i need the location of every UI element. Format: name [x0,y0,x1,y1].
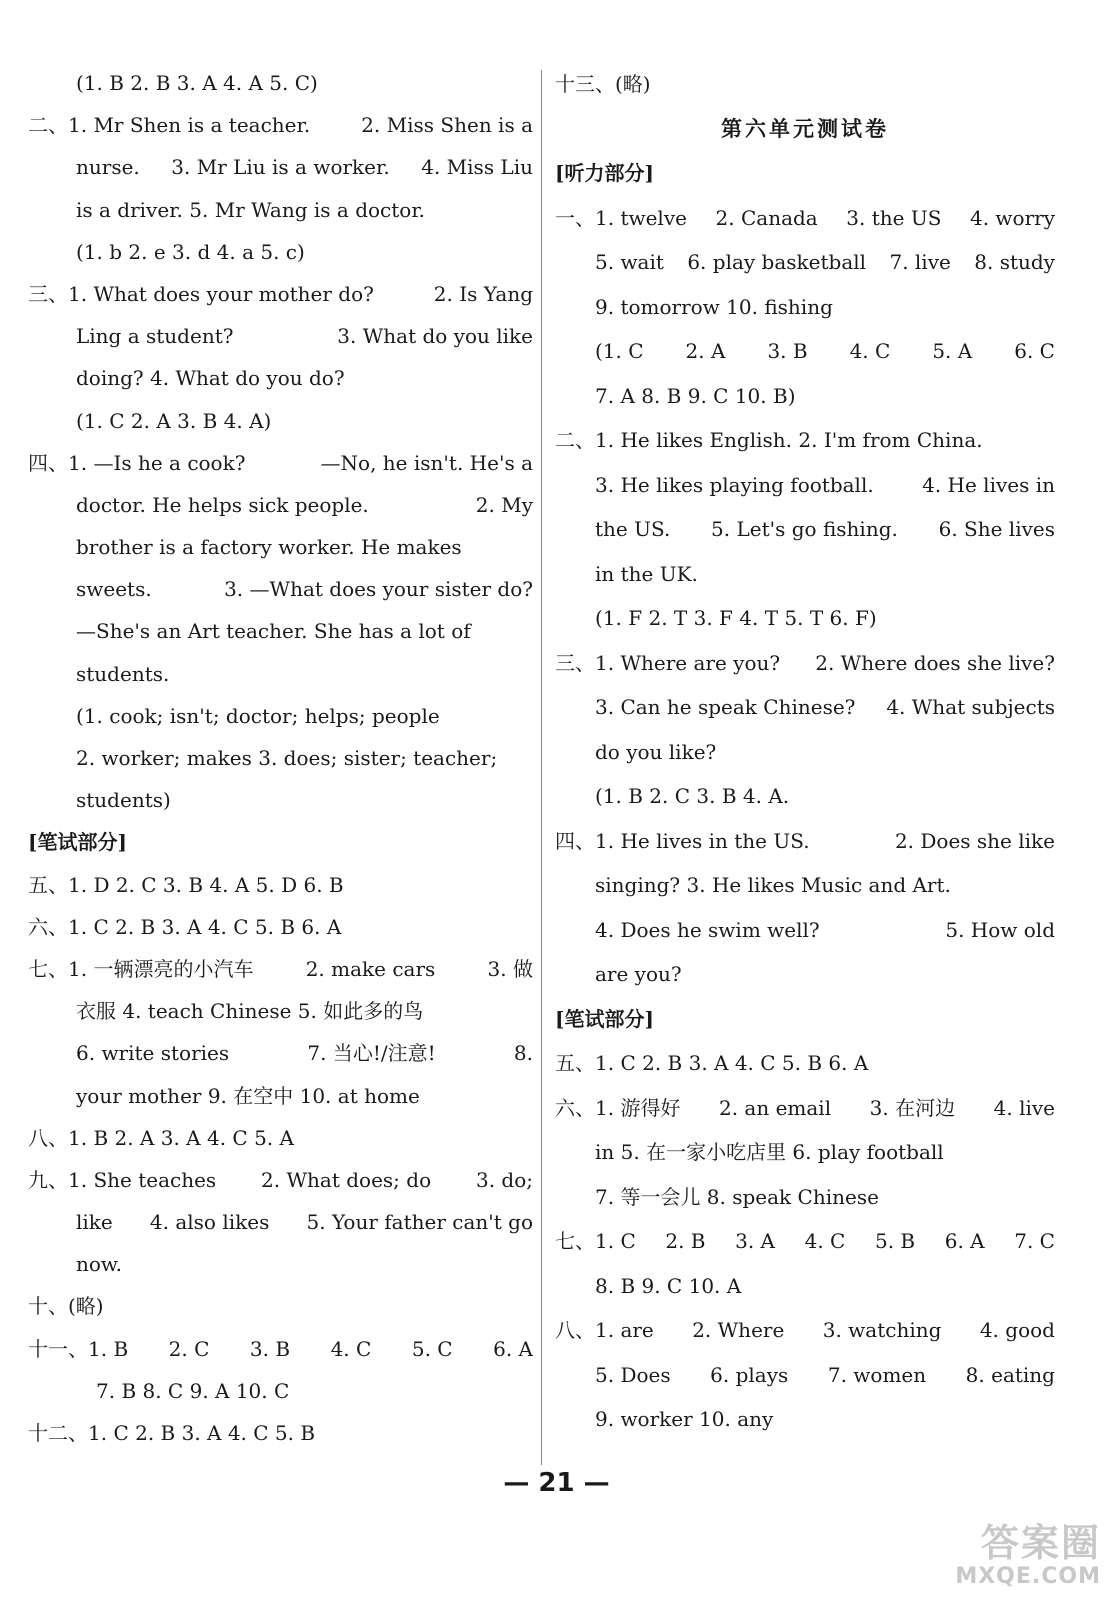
answer-token: 3. watching [822,1318,942,1342]
answer-token: 3. He likes playing football. [595,472,874,497]
answer-token: 5. Your father can't go [306,1210,533,1235]
answer-token: 6. write stories [76,1041,230,1066]
answer-line: 7. B 8. C 9. A 10. C [96,1378,290,1403]
answer-token: 2. an email [718,1095,832,1120]
answer-token: 8. study [974,250,1055,274]
answer-line [28,104,533,146]
answer-line [555,240,1055,285]
answer-token: 2. What does; do [261,1167,432,1192]
answer-token: 八、1. are [555,1318,654,1342]
answer-line [555,196,1055,241]
answer-token: 6. She lives [938,517,1055,541]
answer-line: 7. A 8. B 9. C 10. B) [595,383,796,408]
answer-line: are you? [595,962,682,986]
answer-token: 2. B [665,1229,706,1253]
answer-line: is a driver. 5. Mr Wang is a doctor. [76,197,426,222]
answer-token: 7. women [827,1362,927,1387]
answer-token: 三、1. Where are you? [555,650,781,675]
section-title: 第六单元测试卷 [721,115,889,141]
answer-token: 5. C [411,1336,453,1361]
answer-token: 6. A [944,1229,985,1253]
right-column [555,62,1055,1442]
answer-line [28,442,533,484]
answer-token: 3. What do you like [337,324,533,349]
answer-line [28,1159,533,1201]
answer-token: 4. worry [969,205,1055,230]
answer-token: 2. My [475,492,533,517]
answer-line [555,685,1055,730]
answer-token: 5. Let's go fishing. [711,517,898,541]
watermark-logo [916,1522,1101,1592]
answer-line [28,1032,533,1074]
answer-token: 三、1. What does your mother do? [28,281,374,306]
answer-token: the US. [595,517,671,541]
answer-line: in 5. 在一家小吃店里 6. play football [595,1140,944,1164]
answer-line [555,1353,1055,1398]
column-divider [541,70,542,1465]
answer-line: 十三、(略) [555,72,651,96]
answer-token: 4. Miss Liu [421,155,533,180]
answer-line [28,146,533,188]
answer-line: 八、1. B 2. A 3. A 4. C 5. A [28,1125,294,1150]
answer-token: 2. Miss Shen is a [361,113,533,138]
answer-token: 3. A [735,1229,775,1253]
answer-line [555,908,1055,953]
answer-token: doctor. He helps sick people. [76,492,369,517]
answer-token: 二、1. Mr Shen is a teacher. [28,113,311,138]
answer-line: doing? 4. What do you do? [76,366,345,391]
answer-token: 6. C [1014,339,1055,363]
answer-token: 2. make cars [305,956,436,981]
answer-token: 四、1. He lives in the US. [555,828,810,853]
answer-token: 7. live [889,250,951,274]
answer-token: —No, he isn't. He's a [320,450,533,475]
answer-line [28,1201,533,1243]
answer-line: (1. F 2. T 3. F 4. T 5. T 6. F) [595,606,877,630]
answer-token: 4. C [804,1229,846,1253]
answer-token: 5. How old [945,917,1055,942]
answer-token: 8. eating [965,1362,1055,1387]
answer-token: 3. 在河边 [869,1095,956,1120]
answer-token: 6. play basketball [687,250,867,274]
answer-token: 8. [513,1041,533,1066]
answer-token: 2. Is Yang [433,281,533,306]
answer-token: 3. B [249,1336,291,1361]
answer-line: (1. B 2. C 3. B 4. A. [595,784,790,808]
answer-token: 6. plays [710,1362,789,1387]
answer-token: 3. Mr Liu is a worker. [171,155,390,180]
answer-line: (1. b 2. e 3. d 4. a 5. c) [76,239,305,264]
answer-token: 4. He lives in [922,472,1055,497]
answer-token: 5. A [932,339,973,363]
answer-token: 4. C [849,339,891,363]
answer-line [555,1308,1055,1353]
answer-token: 7. 当心!/注意! [307,1041,436,1066]
answer-token: 一、1. twelve [555,205,687,230]
answer-line [28,1328,533,1370]
answer-token: 5. wait [595,250,664,274]
answer-line: (1. cook; isn't; doctor; helps; people [76,703,440,728]
answer-token: 七、1. 一辆漂亮的小汽车 [28,956,254,981]
answer-token: 2. C [168,1336,210,1361]
answer-token: Ling a student? [76,324,234,349]
answer-line: 五、1. C 2. B 3. A 4. C 5. B 6. A [555,1051,869,1075]
answer-token: 六、1. 游得好 [555,1095,681,1120]
part-heading: [笔试部分] [555,1006,654,1031]
answer-line: brother is a factory worker. He makes [76,535,462,560]
answer-line [28,273,533,315]
answer-token: 3. —What does your sister do? [224,577,533,602]
answer-line: students) [76,788,171,813]
part-heading: [听力部分] [555,161,654,185]
answer-line: do you like? [595,739,717,764]
answer-token: 3. the US [846,205,942,230]
answer-token: 4. good [979,1318,1055,1342]
answer-token: (1. C [595,339,644,363]
answer-line [555,507,1055,552]
answer-line: your mother 9. 在空中 10. at home [76,1083,420,1108]
answer-token: 3. Can he speak Chinese? [595,695,856,719]
answer-token: 4. live [993,1095,1055,1120]
answer-line: students. [76,661,170,686]
answer-token: 四、1. —Is he a cook? [28,450,246,475]
answer-token: 2. Does she like [894,828,1055,853]
answer-token: sweets. [76,577,152,602]
answer-line: (1. C 2. A 3. B 4. A) [76,408,272,433]
answer-token: 3. 做 [487,956,533,981]
answer-token: 2. Where [692,1318,785,1342]
answer-line: —She's an Art teacher. She has a lot of [76,619,471,644]
answer-token: 4. also likes [149,1210,270,1235]
answer-token: 5. Does [595,1362,671,1387]
page-number: — 21 — [503,1468,610,1498]
answer-line: singing? 3. He likes Music and Art. [595,873,951,897]
answer-line [555,641,1055,686]
answer-token: 2. Where does she live? [815,650,1055,675]
answer-token: 2. Canada [715,205,818,230]
answer-token: 7. C [1014,1229,1055,1253]
answer-token: 七、1. C [555,1229,636,1253]
answer-line: in the UK. [595,561,698,586]
watermark-top: 答案圈 [980,1521,1101,1565]
answer-line [28,568,533,610]
answer-line [28,315,533,357]
answer-line [555,819,1055,864]
answer-line: 衣服 4. teach Chinese 5. 如此多的鸟 [76,999,424,1024]
answer-line [28,484,533,526]
answer-token: 3. B [767,339,808,363]
left-column [28,62,533,1454]
answer-line [555,463,1055,508]
answer-line: 7. 等一会儿 8. speak Chinese [595,1184,879,1209]
answer-line: now. [76,1252,123,1277]
answer-line: 五、1. D 2. C 3. B 4. A 5. D 6. B [28,872,344,897]
answer-token: 3. do; [475,1167,533,1192]
answer-line [28,948,533,990]
answer-token: 4. C [330,1336,372,1361]
answer-line: 二、1. He likes English. 2. I'm from China. [555,428,983,452]
answer-line: 2. worker; makes 3. does; sister; teacher; [76,746,498,770]
answer-line: 十二、1. C 2. B 3. A 4. C 5. B [28,1421,316,1445]
answer-line [555,1219,1055,1264]
answer-line: (1. B 2. B 3. A 4. A 5. C) [76,71,318,95]
answer-token: 4. Does he swim well? [595,917,820,942]
answer-line: 9. tomorrow 10. fishing [595,294,833,319]
answer-token: 4. What subjects [886,695,1055,719]
answer-token: 十一、1. B [28,1336,129,1361]
watermark-bottom: MXQE.COM [955,1564,1101,1589]
answer-line [555,1086,1055,1131]
answer-line: 8. B 9. C 10. A [595,1273,742,1298]
answer-line: 十、(略) [28,1294,104,1319]
answer-line: 六、1. C 2. B 3. A 4. C 5. B 6. A [28,914,342,939]
answer-token: 九、1. She teaches [28,1167,217,1192]
answer-token: nurse. [76,155,140,180]
part-heading: [笔试部分] [28,830,127,855]
answer-token: 5. B [874,1229,916,1253]
answer-token: 6. A [493,1336,533,1361]
answer-line: 9. worker 10. any [595,1407,774,1431]
answer-line [555,329,1055,374]
answer-token: 2. A [685,339,726,363]
answer-token: like [76,1210,113,1235]
